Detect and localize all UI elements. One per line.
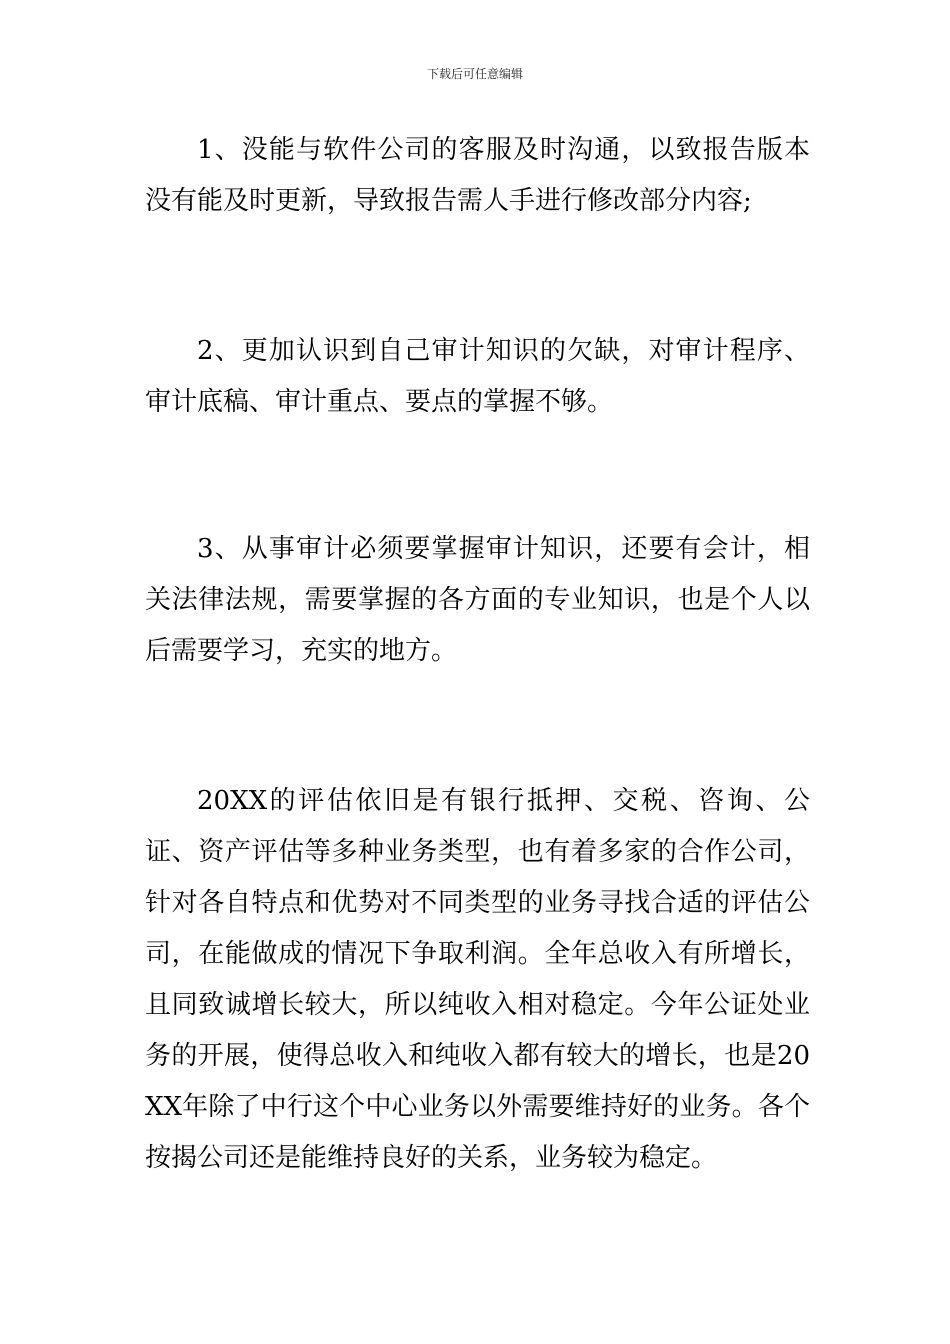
page-header: 下载后可任意编辑 xyxy=(426,67,523,81)
paragraph-2: 2、更加认识到自己审计知识的欠缺，对审计程序、审计底稿、审计重点、要点的掌握不够。 xyxy=(145,336,810,417)
paragraph-1: 1、没能与软件公司的客服及时沟通，以致报告版本没有能及时更新，导致报告需人手进行修改部分内容; xyxy=(145,135,810,216)
paragraph-3: 3、从事审计必须要掌握审计知识，还要有会计，相关法律法规，需要掌握的各方面的专业知识，也是个人以后需要学习，充实的地方。 xyxy=(145,534,810,666)
paragraph-4: 20XX的评估依旧是有银行抵押、交税、咨询、公证、资产评估等多种业务类型，也有着多家的合作公司，针对各自特点和优势对不同类型的业务寻找合适的评估公司，在能做成的情况下争取利润。全年总收入有所增长，且同致诚增长较大，所以纯收入相对稳定。今年公证处业务的开展，使得总收入和纯收入都有较大的增长，也是20XX年除了中行这个中心业务以外需要维持好的业务。各个按揭公司还是能维持良好的关系，业务较为稳定。 xyxy=(145,786,810,1173)
